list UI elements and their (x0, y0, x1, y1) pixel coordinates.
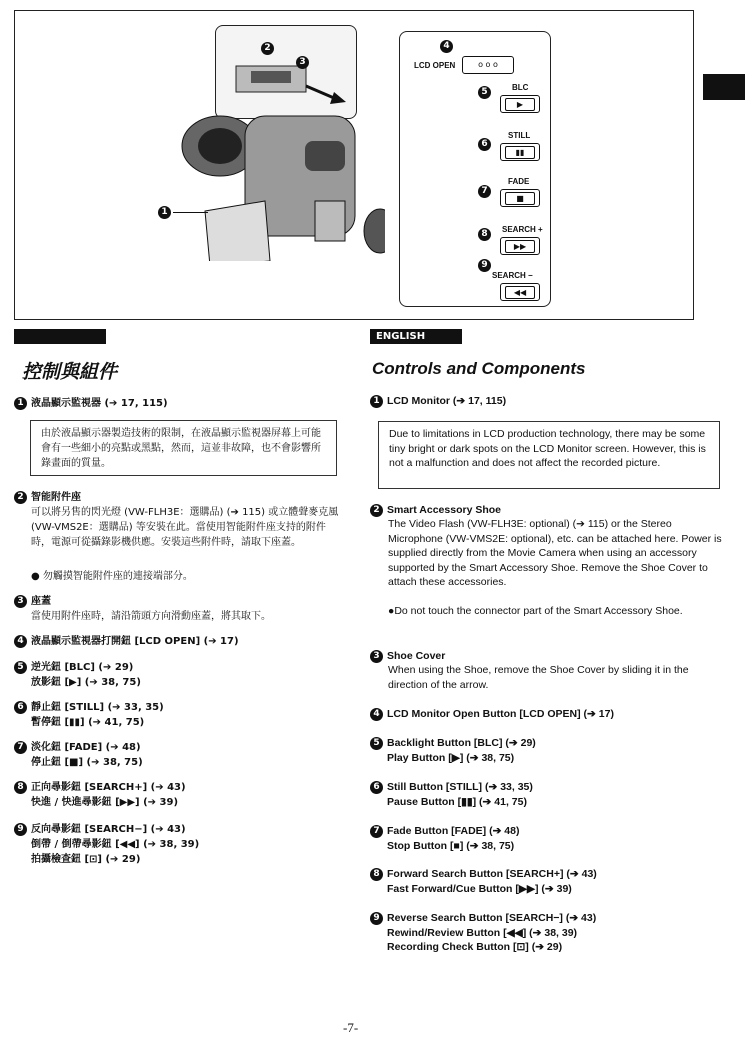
en-num-5: 5 (370, 737, 383, 750)
chinese-title: 控制與組件 (22, 361, 118, 383)
en-item-4-text: LCD Monitor Open Button [LCD OPEN] (➔ 17) (387, 708, 614, 720)
zh-num-8: 8 (14, 781, 27, 794)
zh-num-2: 2 (14, 491, 27, 504)
still-button-icon (500, 143, 540, 161)
en-item-8-line1: Forward Search Button [SEARCH+] (➔ 43) (387, 868, 597, 880)
en-item-3-head (370, 649, 730, 664)
zh-item-1-head (14, 396, 344, 411)
zh-item-9-line2: 倒帶 / 倒帶尋影鈕 [◀◀] (➔ 38, 39) (31, 839, 200, 850)
en-item-6 (370, 780, 730, 809)
fast-forward-icon: ▶▶ (505, 240, 535, 253)
en-num-3: 3 (370, 650, 383, 663)
play-icon: ▶ (505, 98, 535, 111)
en-num-4: 4 (370, 708, 383, 721)
callout-4: 4 (440, 40, 453, 53)
zh-item-2-body: 可以將另售的閃光燈 (VW-FLH3E：選購品) (➔ 115) 或立體聲麥克風 (VW-VMS2E：選購品) 等安裝在此。當使用智能附件座支持的附件時，電源可從攝錄影機供應。安裝這些附件時，請取下座蓋。 (31, 507, 339, 548)
rewind-icon: ◀◀ (505, 286, 535, 299)
section-edge-tab (703, 74, 745, 100)
en-item-1-text: LCD Monitor (➔ 17, 115) (387, 395, 507, 407)
pause-icon: ▮▮ (505, 146, 535, 159)
en-item-6-line1: Still Button [STILL] (➔ 33, 35) (387, 781, 533, 793)
zh-item-8 (14, 780, 344, 810)
en-item-7 (370, 824, 730, 853)
en-item-1-head (370, 394, 730, 409)
search-minus-button-icon (500, 283, 540, 301)
page-number: -7- (343, 1020, 359, 1035)
zh-num-3: 3 (14, 595, 27, 608)
zh-item-5 (14, 660, 344, 690)
en-num-1: 1 (370, 395, 383, 408)
en-item-3-body: When using the Shoe, remove the Shoe Cover by sliding it in the direction of the arrow. (388, 664, 689, 691)
still-label: STILL (508, 131, 531, 140)
zh-item-8-line2: 快進 / 快進尋影鈕 [▶▶] (➔ 39) (31, 797, 179, 808)
en-item-3-text: Shoe Cover (387, 650, 446, 662)
zh-item-6-line1: 靜止鈕 [STILL] (➔ 33, 35) (31, 702, 164, 713)
callout-1-leader (173, 212, 208, 213)
zh-num-4: 4 (14, 635, 27, 648)
camera-body-drawing (165, 91, 385, 261)
zh-item-7 (14, 740, 344, 770)
zh-item-4-head (14, 634, 344, 649)
zh-num-6: 6 (14, 701, 27, 714)
en-item-9-line3: Recording Check Button [⊡] (➔ 29) (387, 941, 563, 953)
zh-num-1: 1 (14, 397, 27, 410)
en-item-2-body: The Video Flash (VW-FLH3E: optional) (➔ 115) or the Stereo Microphone (VW-VMS2E: optional), etc. can be attached here. Power is supplied directly from the Movie Camera when using an accessory supported by the Smart Accessory Shoe. Remove the Shoe Cover to attach these accessories. (388, 518, 722, 588)
en-item-5-line1: Backlight Button [BLC] (➔ 29) (387, 737, 536, 749)
en-item-7-line2: Stop Button [■] (➔ 38, 75) (387, 839, 515, 852)
en-item-8-line2: Fast Forward/Cue Button [▶▶] (➔ 39) (387, 882, 572, 895)
callout-7: 7 (478, 185, 491, 198)
zh-num-7: 7 (14, 741, 27, 754)
lcd-open-label: LCD OPEN (414, 61, 456, 70)
en-item-8 (370, 867, 730, 896)
en-item-4-head (370, 707, 730, 722)
callout-6: 6 (478, 138, 491, 151)
english-language-tab: ENGLISH (370, 329, 462, 344)
en-num-9: 9 (370, 912, 383, 925)
zh-item-1-note: 由於液晶顯示器製造技術的限制，在液晶顯示監視器屏幕上可能會有一些細小的亮點或黑點，然而，這並非故障，也不會影響所錄畫面的質量。 (30, 420, 337, 476)
zh-item-6 (14, 700, 344, 730)
lcd-open-button (462, 56, 514, 74)
en-item-9-line2: Rewind/Review Button [◀◀] (➔ 38, 39) (387, 926, 578, 939)
en-item-2-head (370, 503, 730, 518)
zh-item-4-text: 液晶顯示監視器打開鈕 [LCD OPEN] (➔ 17) (31, 636, 239, 647)
zh-item-9-line1: 反向尋影鈕 [SEARCH−] (➔ 43) (31, 824, 186, 835)
en-item-5 (370, 736, 730, 765)
en-item-6-line2: Pause Button [▮▮] (➔ 41, 75) (387, 795, 527, 808)
camera-figure (14, 10, 694, 320)
en-num-6: 6 (370, 781, 383, 794)
zh-item-6-line2: 暫停鈕 [▮▮] (➔ 41, 75) (31, 717, 145, 728)
callout-9: 9 (478, 259, 491, 272)
search-plus-label: SEARCH + (502, 225, 543, 234)
en-item-2-text: Smart Accessory Shoe (387, 504, 501, 516)
blc-button-icon (500, 95, 540, 113)
zh-item-5-line2: 放影鈕 [▶] (➔ 38, 75) (31, 677, 141, 688)
zh-item-7-line2: 停止鈕 [■] (➔ 38, 75) (31, 757, 143, 768)
zh-item-2-head (14, 490, 344, 505)
search-plus-button-icon (500, 237, 540, 255)
fade-button-icon (500, 189, 540, 207)
callout-2: 2 (261, 42, 274, 55)
en-num-7: 7 (370, 825, 383, 838)
chinese-language-tab (14, 329, 106, 344)
callout-8: 8 (478, 228, 491, 241)
en-item-5-line2: Play Button [▶] (➔ 38, 75) (387, 751, 515, 764)
callout-3: 3 (296, 56, 309, 69)
en-item-2-bullet: ●Do not touch the connector part of the Smart Accessory Shoe. (388, 605, 683, 617)
zh-item-2-bullet: ● 勿觸摸智能附件座的連接端部分。 (31, 571, 193, 582)
zh-item-3-head (14, 594, 344, 609)
search-minus-label: SEARCH − (492, 271, 533, 280)
en-item-7-line1: Fade Button [FADE] (➔ 48) (387, 825, 520, 837)
zh-num-9: 9 (14, 823, 27, 836)
zh-item-8-line1: 正向尋影鈕 [SEARCH+] (➔ 43) (31, 782, 186, 793)
lcd-open-dots: o o o (478, 60, 498, 69)
fade-label: FADE (508, 177, 530, 186)
zh-item-7-line1: 淡化鈕 [FADE] (➔ 48) (31, 742, 141, 753)
button-panel (399, 31, 551, 307)
callout-1: 1 (158, 206, 171, 219)
english-title: Controls and Components (372, 359, 586, 378)
zh-item-9 (14, 822, 344, 867)
callout-5: 5 (478, 86, 491, 99)
zh-item-5-line1: 逆光鈕 [BLC] (➔ 29) (31, 662, 134, 673)
en-num-2: 2 (370, 504, 383, 517)
en-item-1-note: Due to limitations in LCD production technology, there may be some tiny bright or dark spots on the LCD Monitor screen. However, this is not a malfunction and does not affect the recorded picture. (378, 421, 720, 489)
zh-num-5: 5 (14, 661, 27, 674)
blc-label: BLC (512, 83, 529, 92)
en-item-9-line1: Reverse Search Button [SEARCH−] (➔ 43) (387, 912, 597, 924)
en-num-8: 8 (370, 868, 383, 881)
zh-item-2-text: 智能附件座 (31, 492, 81, 503)
zh-item-9-line3: 拍攝檢查鈕 [⊡] (➔ 29) (31, 854, 141, 865)
zh-item-3-body: 當使用附件座時，請沿箭頭方向滑動座蓋，將其取下。 (31, 611, 271, 622)
en-item-9 (370, 911, 730, 955)
zh-item-1-text: 液晶顯示監視器 (➔ 17, 115) (31, 398, 168, 409)
stop-icon: ■ (505, 192, 535, 205)
zh-item-3-text: 座蓋 (31, 596, 51, 607)
